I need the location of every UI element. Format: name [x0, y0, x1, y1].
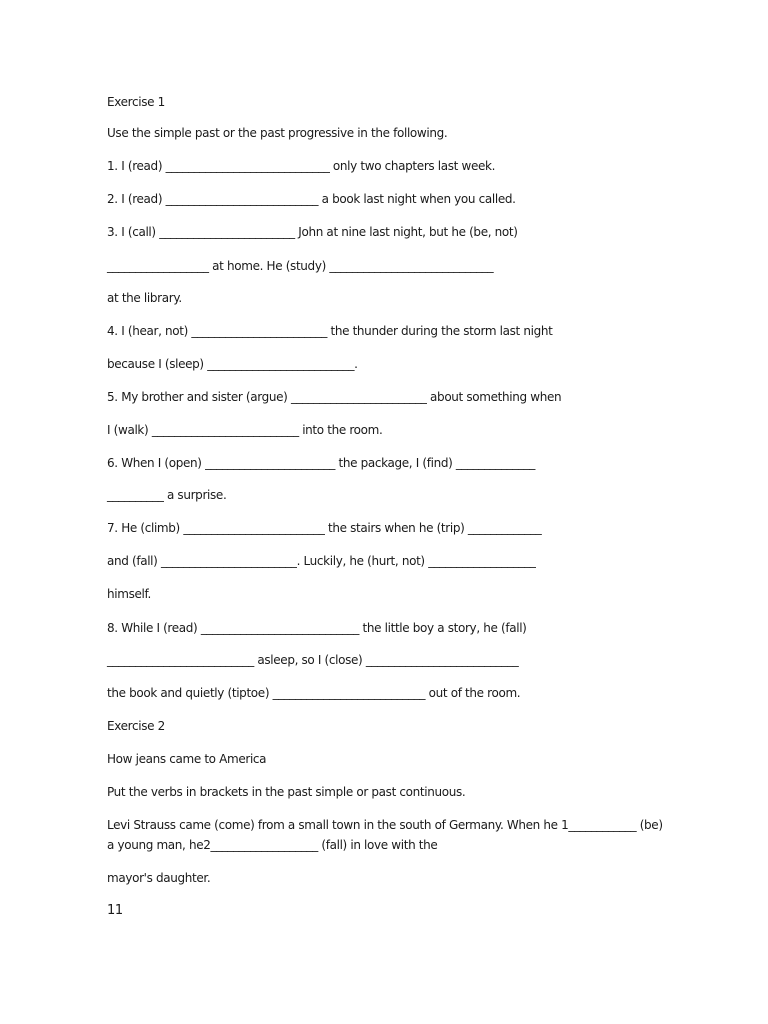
- item-4: 4. I (hear, not) ________________________ the thunder during the storm last night: [107, 324, 553, 338]
- item-8-continued: __________________________ asleep, so I (close) ___________________________: [107, 653, 519, 667]
- exercise-2-title: How jeans came to America: [107, 752, 267, 766]
- item-2: 2. I (read) ___________________________ a book last night when you called.: [107, 192, 516, 206]
- item-1: 1. I (read) _____________________________ only two chapters last week.: [107, 159, 496, 173]
- item-6-continued: __________ a surprise.: [107, 488, 227, 502]
- exercise-1-heading: Exercise 1: [107, 95, 165, 109]
- exercise-1-instructions: Use the simple past or the past progressive in the following.: [107, 126, 448, 140]
- item-6: 6. When I (open) _______________________ the package, I (find) ______________: [107, 456, 535, 470]
- item-8-end: the book and quietly (tiptoe) ___________________________ out of the room.: [107, 686, 521, 700]
- exercise-2-paragraph-end: mayor's daughter.: [107, 871, 211, 885]
- item-7: 7. He (climb) _________________________ the stairs when he (trip) _____________: [107, 521, 542, 535]
- item-5: 5. My brother and sister (argue) ________________________ about something when: [107, 390, 562, 404]
- item-8: 8. While I (read) ____________________________ the little boy a story, he (fall): [107, 621, 527, 635]
- item-4-continued: because I (sleep) __________________________.: [107, 357, 358, 371]
- exercise-2-instructions: Put the verbs in brackets in the past simple or past continuous.: [107, 785, 466, 799]
- item-3-end: at the library.: [107, 291, 182, 305]
- page-number: 11: [107, 903, 123, 918]
- item-3-continued: __________________ at home. He (study) _____________________________: [107, 259, 494, 273]
- exercise-2-paragraph: Levi Strauss came (come) from a small town in the south of Germany. When he 1____________ (be) a young man, he2___________________ (fall) in love with the: [107, 818, 663, 852]
- exercise-2-heading: Exercise 2: [107, 719, 165, 733]
- item-5-continued: I (walk) __________________________ into the room.: [107, 423, 383, 437]
- item-7-end: himself.: [107, 587, 151, 601]
- item-7-continued: and (fall) ________________________. Luckily, he (hurt, not) ___________________: [107, 554, 536, 568]
- item-3: 3. I (call) ________________________ John at nine last night, but he (be, not): [107, 225, 518, 239]
